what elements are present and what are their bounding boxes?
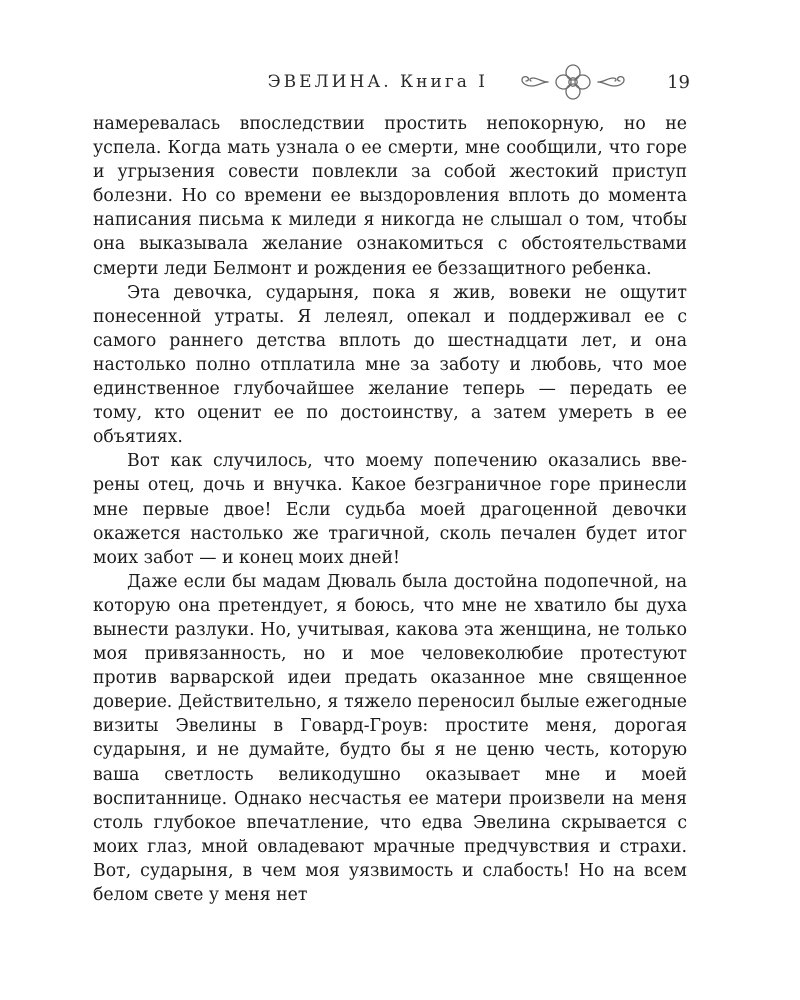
- paragraph-4: Даже если бы мадам Дюваль была достойна подопечной, на которую она претендует, я боюсь, что мне не хватило бы духа вынести разлуки. Но, учитывая, какова эта женщина, не только моя привязанность, но и мое человеколюбие протестуют против варварской идеи предать оказанное мне священное доверие. Действительно, я тяжело переносил былые ежегодные визиты Эвелины в Говард-Гроув: простите меня, дорогая сударыня, и не думайте, будто бы я не ценю честь, которую ваша светлость великодушно оказывает мне и моей воспитаннице. Однако несчастья ее матери произвели на меня столь глубокое впечатление, что едва Эвелина скрывается с моих глаз, мной овладевают мрачные предчувствия и страхи. Вот, сударыня, в чем моя уязвимость и слабость! Но на всем белом свете у меня нет: [93, 571, 687, 905]
- flower-ornament-icon: [508, 64, 638, 100]
- running-title: ЭВЕЛИНА. Книга I: [267, 72, 488, 92]
- paragraph-3: Вот как случилось, что моему попечению оказались вверены отец, дочь и внучка. Какое безграничное горе принесли мне первые двое! Если судьба моей драгоценной девочки окажется настолько же трагичной, сколь печален будет итог моих забот — и конец моих дней!: [93, 451, 687, 568]
- paragraph-2: Эта девочка, сударыня, пока я жив, вовеки не ощутит понесенной утраты. Я лелеял, опекал и поддерживал ее с самого раннего детства вплоть до шестнадцати лет, и она настолько полно отплатила мне за заботу и любовь, что мое единственное глубочайшее желание теперь — передать ее тому, кто оценит ее по достоинству, а затем умереть в ее объятиях.: [93, 282, 687, 448]
- body-text: [93, 112, 687, 907]
- page-number: 19: [667, 71, 690, 93]
- running-head: [90, 64, 690, 100]
- paragraph-1: намеревалась впоследствии простить непокорную, но не успела. Когда мать узнала о ее смерти, мне сообщили, что горе и угрызения совести повлекли за собой жестокий приступ болезни. Но со времени ее выздоровления вплоть до момента написания письма к миледи я никогда не слышал о том, чтобы она выказывала желание ознакомиться с обстоятельствами смерти леди Белмонт и рождения ее беззащитного ребенка.: [93, 114, 687, 279]
